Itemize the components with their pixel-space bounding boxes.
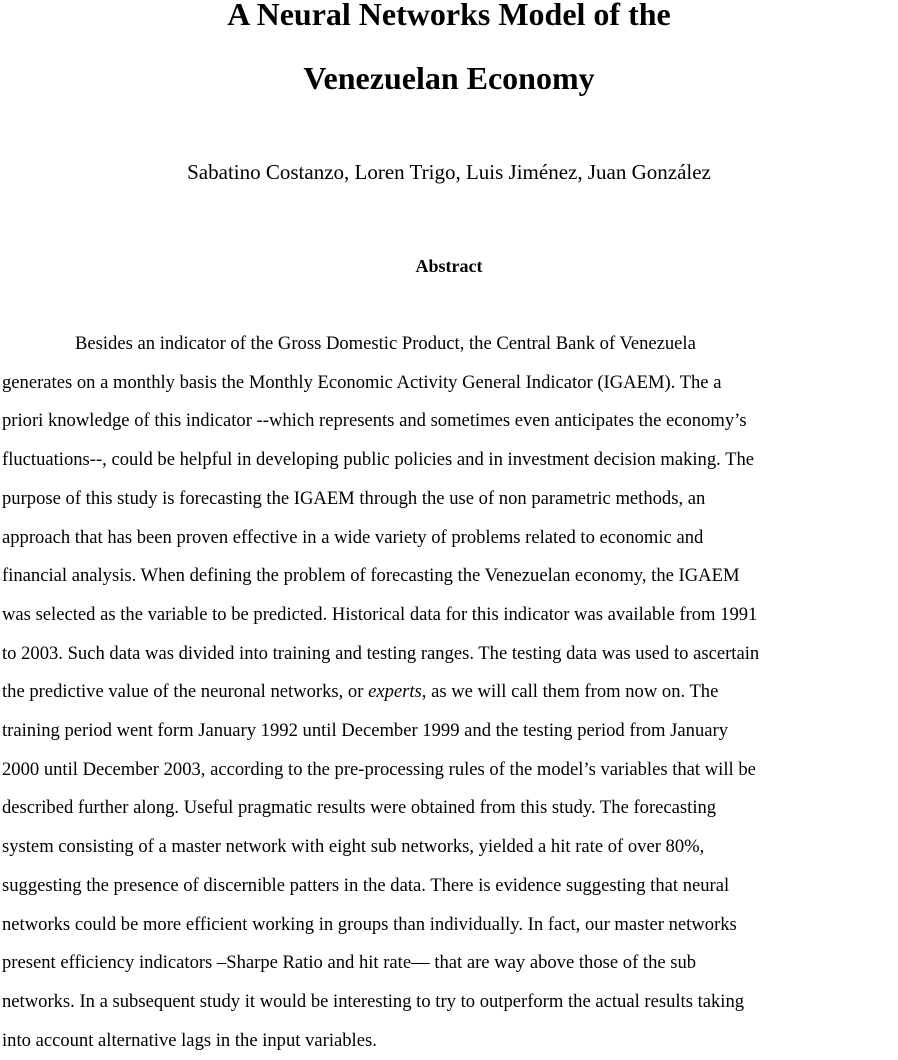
abstract-line: present efficiency indicators –Sharpe Ratio and hit rate— that are way above those of the sub [2,952,697,974]
abstract-line: financial analysis. When defining the problem of forecasting the Venezuelan economy, the IGAEM [2,565,740,587]
abstract-line: networks could be more efficient working in groups than individually. In fact, our master networks [2,913,737,935]
abstract-line: Besides an indicator of the Gross Domestic Product, the Central Bank of Venezuela [75,333,696,354]
abstract-heading: Abstract [415,256,483,276]
abstract-line: networks. In a subsequent study it would be interesting to try to outperform the actual results taking [2,990,745,1012]
abstract-line-with-emphasis [2,673,898,712]
abstract-line: to 2003. Such data was divided into training and testing ranges. The testing data was used to ascertain [2,642,760,664]
abstract-line: fluctuations--, could be helpful in developing public policies and in investment decision making. The [2,449,755,471]
abstract-line: suggesting the presence of discernible patters in the data. There is evidence suggesting that neural [2,874,730,896]
abstract-line: was selected as the variable to be predicted. Historical data for this indicator was available from 1991 [2,603,758,625]
abstract-line: 2000 until December 2003, according to the pre-processing rules of the model’s variables that will be [2,758,756,780]
abstract-text: , as we will call them from now on. The [421,681,719,703]
abstract-line: approach that has been proven effective in a wide variety of problems related to economic and [2,526,704,548]
abstract-line: into account alternative lags in the input variables. [2,1029,377,1051]
abstract-body [2,325,898,1060]
abstract-line: system consisting of a master network with eight sub networks, yielded a hit rate of over 80%, [2,836,705,858]
abstract-line: generates on a monthly basis the Monthly Economic Activity General Indicator (IGAEM). The a [2,371,722,393]
author-list: Sabatino Costanzo, Loren Trigo, Luis Jiménez, Juan González [187,160,711,184]
abstract-line: purpose of this study is forecasting the IGAEM through the use of non parametric methods, an [2,487,706,509]
emphasized-term: experts [368,681,422,703]
paper-title [0,0,898,110]
abstract-line: described further along. Useful pragmatic results were obtained from this study. The forecasting [2,797,717,819]
title-line-1: A Neural Networks Model of the [227,0,671,32]
title-line-2: Venezuelan Economy [303,60,595,96]
abstract-line: priori knowledge of this indicator --which represents and sometimes even anticipates the economy’s [2,410,747,432]
abstract-text: the predictive value of the neuronal networks, or [2,681,369,703]
abstract-line: training period went form January 1992 until December 1999 and the testing period from January [2,720,728,742]
